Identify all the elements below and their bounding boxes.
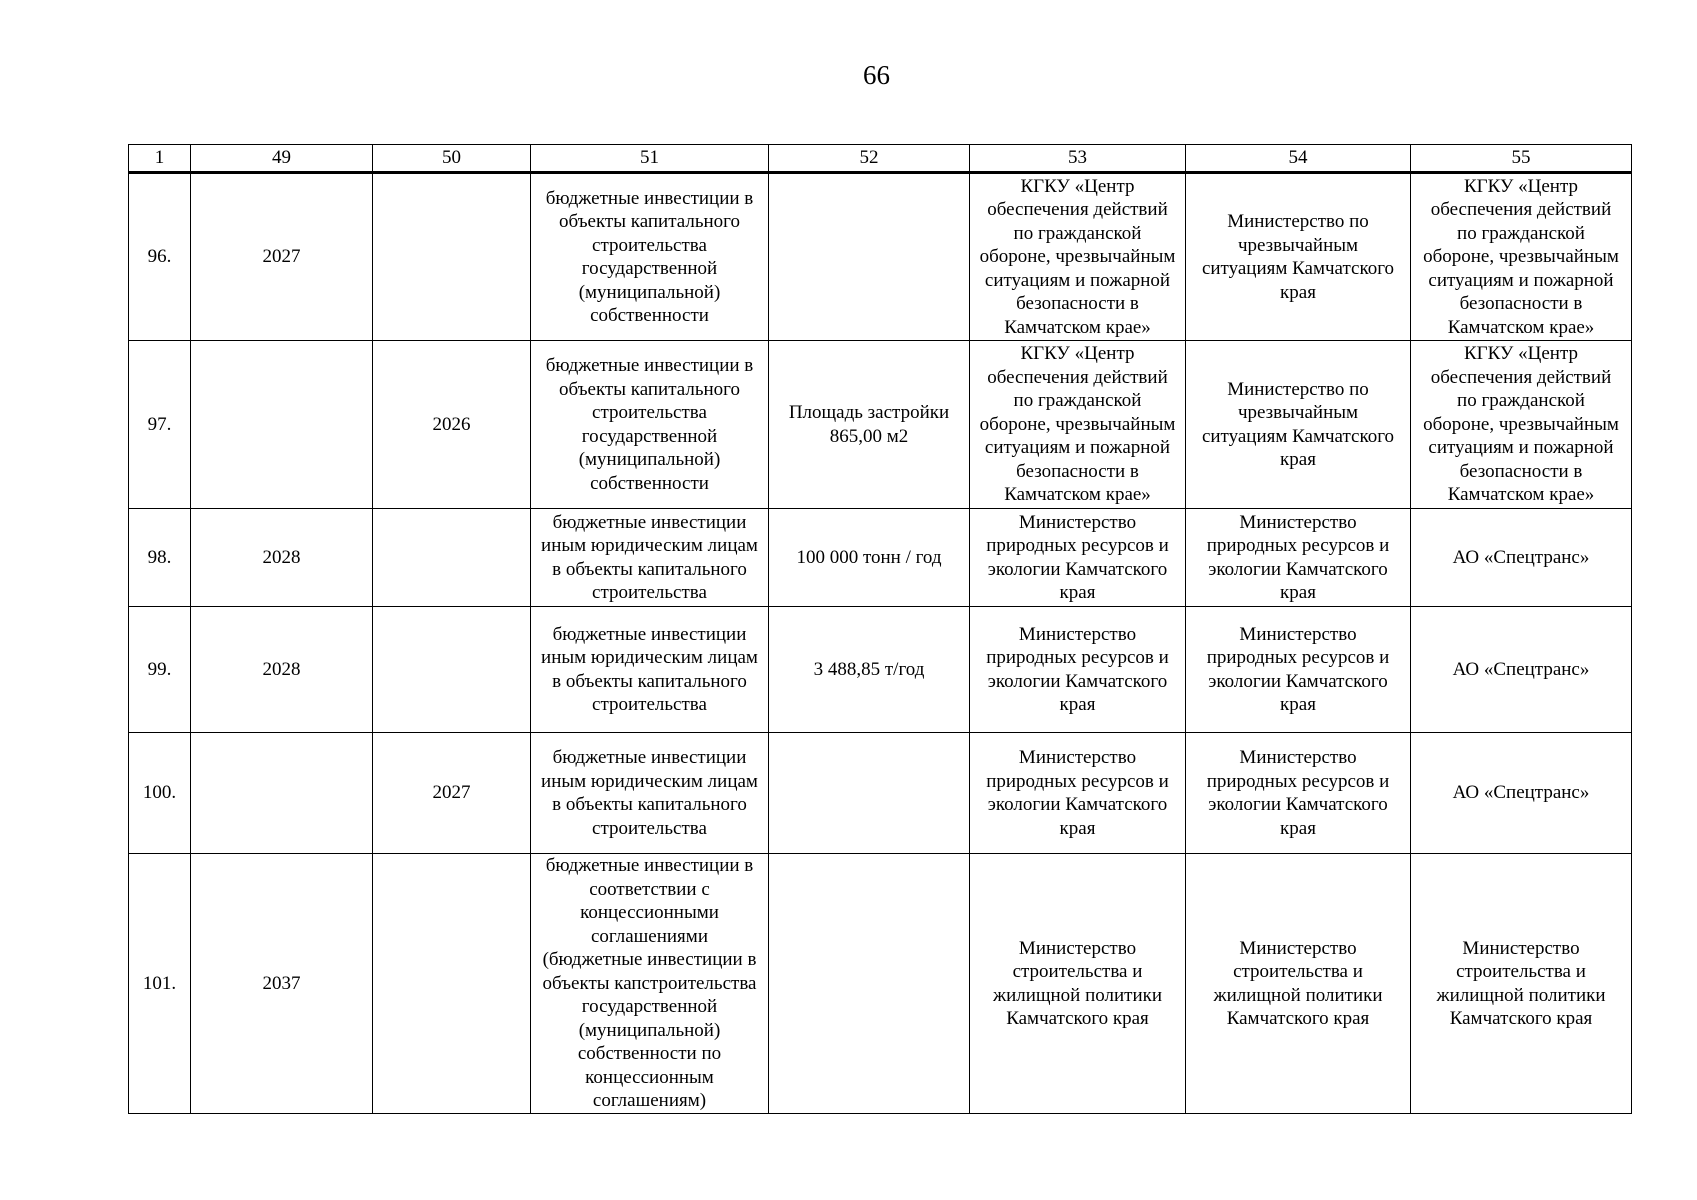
table-cell: бюджетные инвестиции в объекты капитального строительства государственной (муниципальной) собственности	[531, 341, 769, 509]
table-cell: Министерство природных ресурсов и экологии Камчатского края	[1186, 733, 1411, 854]
table-cell	[769, 733, 970, 854]
column-header: 54	[1186, 145, 1411, 173]
table-cell: Министерство строительства и жилищной политики Камчатского края	[1186, 854, 1411, 1114]
table-cell: 100 000 тонн / год	[769, 509, 970, 607]
table-cell: 2026	[373, 341, 531, 509]
data-table	[128, 144, 1632, 1114]
table-row	[129, 733, 1632, 854]
table-cell	[373, 854, 531, 1114]
column-header: 51	[531, 145, 769, 173]
page-number: 66	[863, 60, 890, 90]
table-cell: Министерство строительства и жилищной политики Камчатского края	[970, 854, 1186, 1114]
table-cell	[191, 341, 373, 509]
table-cell: бюджетные инвестиции иным юридическим лицам в объекты капитального строительства	[531, 607, 769, 733]
table-cell: Министерство по чрезвычайным ситуациям Камчатского края	[1186, 341, 1411, 509]
table-cell: Министерство природных ресурсов и экологии Камчатского края	[970, 509, 1186, 607]
table-cell	[373, 607, 531, 733]
table-cell	[373, 173, 531, 341]
column-header: 55	[1411, 145, 1632, 173]
table-row	[129, 607, 1632, 733]
table-cell: КГКУ «Центр обеспечения действий по гражданской обороне, чрезвычайным ситуациям и пожарной безопасности в Камчатском крае»	[970, 173, 1186, 341]
table-cell: 3 488,85 т/год	[769, 607, 970, 733]
table-cell: бюджетные инвестиции иным юридическим лицам в объекты капитального строительства	[531, 733, 769, 854]
table-cell: АО «Спецтранс»	[1411, 509, 1632, 607]
table-row	[129, 341, 1632, 509]
table-cell: Министерство по чрезвычайным ситуациям Камчатского края	[1186, 173, 1411, 341]
table-cell: 2028	[191, 509, 373, 607]
table-cell: 100.	[129, 733, 191, 854]
table-cell: Министерство природных ресурсов и экологии Камчатского края	[970, 733, 1186, 854]
table-cell: 2027	[373, 733, 531, 854]
table-cell	[769, 173, 970, 341]
column-header: 50	[373, 145, 531, 173]
table-cell: Площадь застройки 865,00 м2	[769, 341, 970, 509]
table-cell: 101.	[129, 854, 191, 1114]
table-cell	[191, 733, 373, 854]
table-row	[129, 173, 1632, 341]
table-cell: КГКУ «Центр обеспечения действий по гражданской обороне, чрезвычайным ситуациям и пожарной безопасности в Камчатском крае»	[1411, 341, 1632, 509]
table-cell: 2027	[191, 173, 373, 341]
table-row	[129, 509, 1632, 607]
column-header: 1	[129, 145, 191, 173]
table-row	[129, 854, 1632, 1114]
column-header: 52	[769, 145, 970, 173]
table-cell: 96.	[129, 173, 191, 341]
table-cell: КГКУ «Центр обеспечения действий по гражданской обороне, чрезвычайным ситуациям и пожарной безопасности в Камчатском крае»	[970, 341, 1186, 509]
table-cell: бюджетные инвестиции в объекты капитального строительства государственной (муниципальной) собственности	[531, 173, 769, 341]
table-cell: Министерство строительства и жилищной политики Камчатского края	[1411, 854, 1632, 1114]
table-cell: 98.	[129, 509, 191, 607]
table-cell: 2037	[191, 854, 373, 1114]
table-cell: КГКУ «Центр обеспечения действий по гражданской обороне, чрезвычайным ситуациям и пожарной безопасности в Камчатском крае»	[1411, 173, 1632, 341]
header-row	[129, 145, 1632, 173]
table-cell: бюджетные инвестиции в соответствии с концессионными соглашениями (бюджетные инвестиции в объекты капстроительства государственной (муниципальной) собственности по концессионным соглашениям)	[531, 854, 769, 1114]
table-cell: АО «Спецтранс»	[1411, 733, 1632, 854]
table-cell: бюджетные инвестиции иным юридическим лицам в объекты капитального строительства	[531, 509, 769, 607]
table-cell: 99.	[129, 607, 191, 733]
table-cell: Министерство природных ресурсов и экологии Камчатского края	[1186, 607, 1411, 733]
table-cell: 2028	[191, 607, 373, 733]
table-cell: Министерство природных ресурсов и экологии Камчатского края	[970, 607, 1186, 733]
table-cell: АО «Спецтранс»	[1411, 607, 1632, 733]
column-header: 53	[970, 145, 1186, 173]
table-cell	[373, 509, 531, 607]
table-cell: 97.	[129, 341, 191, 509]
table-cell: Министерство природных ресурсов и экологии Камчатского края	[1186, 509, 1411, 607]
column-header: 49	[191, 145, 373, 173]
table-cell	[769, 854, 970, 1114]
